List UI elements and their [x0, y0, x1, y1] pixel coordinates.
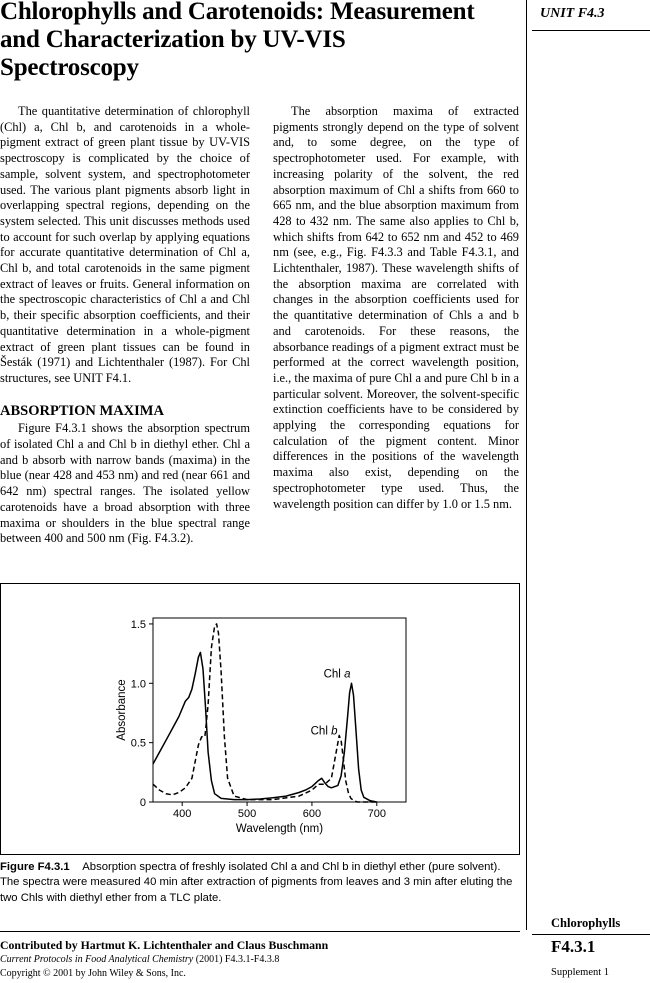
figure-caption: [0, 860, 520, 906]
journal-citation: [0, 954, 279, 965]
x-tick-label: 700: [367, 808, 386, 820]
side-rule: [532, 934, 650, 935]
annotation-chl-a: Chl a: [323, 668, 351, 681]
vertical-divider: [526, 0, 527, 930]
body-column-right: [273, 104, 519, 512]
title-line-2: and Characterization by UV-VIS: [0, 26, 346, 53]
series-line-chl-b: [153, 624, 377, 802]
figure-box: [0, 583, 520, 855]
side-section-name: Chlorophylls: [551, 916, 621, 930]
section-heading-absorption-maxima: ABSORPTION MAXIMA: [0, 402, 164, 419]
plot-frame: [153, 618, 406, 802]
footer-rule: [0, 931, 520, 932]
x-tick-label: 600: [302, 808, 322, 820]
intro-paragraph: The quantitative determination of chlorophyll (Chl) a, Chl b, and carotenoids in a whole-pigment extract of green plant tissue by UV-VIS spectroscopy is complicated by the choice of sample, solvent system, and spectrophotometer used. The various plant pigments absorb light in overlapping spectral regions, depending on the system selected. This unit discusses methods used to account for such overlap by applying equations for accurate quantitative determination of Chl a, Chl b, and total carotenoids in the same pigment extract of leaves or fruits. General information on the spectroscopic characteristics of Chl a and Chl b, their specific absorption coefficients, and their quantitative determination in a whole-pigment extract of green plant tissues can be found in Šesták (1971) and Lichtenthaler (1987). For Chl structures, see UNIT F4.1.: [0, 104, 250, 385]
absorption-spectrum-chart: [1, 584, 519, 854]
y-tick-label: 0: [139, 797, 146, 809]
annotation-chl-b: Chl b: [310, 725, 338, 738]
y-tick-label: 1.5: [130, 618, 146, 631]
journal-title: Current Protocols in Food Analytical Chemistry: [0, 954, 194, 965]
y-tick-label: 0.5: [130, 737, 146, 750]
y-axis-label: Absorbance: [116, 679, 128, 741]
page-title: [0, 0, 515, 82]
side-unit-number: F4.3.1: [551, 937, 596, 956]
title-line-1: Chlorophylls and Carotenoids: Measurement: [0, 0, 475, 25]
y-tick-label: 1.0: [130, 678, 146, 691]
x-axis-label: Wavelength (nm): [235, 823, 324, 835]
body-column-left: [0, 104, 250, 547]
journal-detail: (2001) F4.3.1-F4.3.8: [193, 954, 280, 965]
x-tick-label: 500: [237, 808, 257, 820]
figure-caption-text: Absorption spectra of freshly isolated Chl a and Chl b in diethyl ether (pure solvent). The spectra were measured 40 min after extraction of pigments from leaves and 3 min after eluting the two Chls with diethyl ether from a TLC plate.: [0, 861, 513, 904]
figure-label: Figure F4.3.1: [0, 861, 70, 873]
absorption-paragraph-2: The absorption maxima of extracted pigments strongly depend on the type of solvent and, to some degree, on the type of spectrophotometer used. For example, with increasing polarity of the solvent, the red absorption maximum of Chl a shifts from 660 to 665 nm, and the blue absorption maximum from 428 to 432 nm. The same also applies to Chl b, which shifts from 642 to 652 nm and 452 to 469 nm (see, e.g., Fig. F4.3.3 and Table F4.3.1, and Lichtenthaler, 1987). These wavelength shifts of the absorption maxima are correlated with changes in the absorption coefficients used for the quantitative determination of Chls a and b and carotenoids. For these reasons, the absorbance readings of a pigment extract must be performed at the correct wavelength position, i.e., the maxima of pure Chl a and pure Chl b in a particular solvent. Moreover, the solvent-specific extinction coefficients have to be considered by applying the corresponding equations for calculation of the pigment content. Minor differences in the positions of the wavelength maxima also exist, depending on the spectrophotometer type used. Thus, the wavelength position can differ by 1.0 or 1.5 nm.: [273, 104, 519, 511]
absorption-paragraph-1: Figure F4.3.1 shows the absorption spectrum of isolated Chl a and Chl b in diethyl ether. Chl a and b absorb with narrow bands (maxima) in the blue (near 428 and 453 nm) and red (near 661 and 642 nm) spectral ranges. The isolated yellow carotenoids have a broad absorption with three maxima or shoulders in the blue spectral range between 400 and 500 nm (Fig. F4.3.2).: [0, 421, 250, 546]
unit-tag: UNIT F4.3: [540, 6, 605, 21]
copyright: Copyright © 2001 by John Wiley & Sons, Inc.: [0, 968, 186, 979]
title-line-3: Spectroscopy: [0, 54, 139, 81]
contributors: Contributed by Hartmut K. Lichtenthaler and Claus Buschmann: [0, 938, 329, 952]
side-supplement: Supplement 1: [551, 967, 610, 978]
x-tick-label: 400: [173, 808, 192, 820]
unit-tag-rule: [532, 30, 650, 31]
